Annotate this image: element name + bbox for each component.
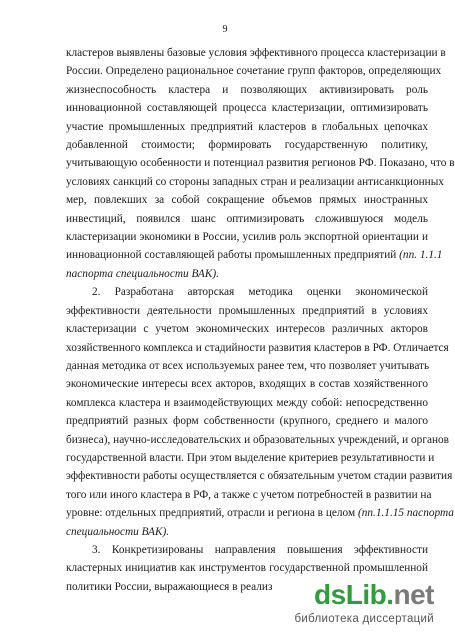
- text-line: политики России, выражающиеся в реализ: [66, 580, 273, 593]
- text-line: жизнеспособность кластера и позволяющих активизировать роль: [66, 83, 428, 96]
- citation: специальности ВАК).: [66, 525, 170, 538]
- text-line: кластерных инициатив как инструментов государственной промышленной: [66, 562, 428, 575]
- text-line: экономические интересы всех акторов, входящих в состав хозяйственного: [66, 378, 428, 391]
- paragraph-2: [66, 283, 454, 541]
- text-line: государственной власти. При этом выделение критериев результативности и: [66, 451, 435, 464]
- citation: (пп.1.1.15 паспорта: [357, 507, 454, 520]
- text-line: [66, 246, 443, 264]
- text-line: эффективности деятельности промышленных предприятий в условиях: [66, 304, 428, 317]
- text-line: эффективности работы осуществляется с обязательным учетом стадии развития: [66, 470, 453, 483]
- text-line: данная методика от всех используемых ранее тем, что позволяет учитывать: [66, 359, 430, 372]
- text-line: 3. Конкретизированы направления повышения эффективности: [92, 543, 428, 556]
- text-line: предприятий разных форм собственности (крупного, среднего и малого: [66, 415, 428, 428]
- text-line: того или иного кластера в РФ, а также с учетом потребностей в развитии на: [66, 488, 432, 501]
- text-line: кластеризации с учетом экономических интересов различных акторов: [66, 323, 428, 336]
- text-line: учитывающую особенности и потенциал развития регионов РФ. Показано, что в: [66, 157, 455, 170]
- text-line: добавленной стоимости; формировать государственную политику,: [66, 139, 428, 152]
- text-line: бизнеса), научно-исследовательских и образовательных учреждений, и органов: [66, 433, 450, 446]
- text-fragment: инновационной составляющей работы промышленных предприятий: [66, 249, 397, 262]
- citation: (пп. 1.1.1: [399, 249, 443, 262]
- text-line: России. Определено рациональное сочетание групп факторов, определяющих: [66, 65, 442, 78]
- paragraph-1: [66, 44, 455, 283]
- text-line: участие промышленных предприятий кластеров в глобальных цепочках: [66, 120, 428, 133]
- citation: паспорта специальности ВАК).: [66, 267, 219, 280]
- text-line: инвестиций, появился шанс оптимизировать сложившуюся модель: [66, 212, 428, 225]
- text-line: инновационной составляющей процесса кластеризации, оптимизировать: [66, 102, 428, 115]
- text-line: [66, 504, 454, 522]
- text-line: кластеров выявлены базовые условия эффективного процесса кластеризации в: [66, 47, 446, 59]
- page-number: 9: [222, 24, 228, 35]
- text-line: кластеризации экономики в России, усилив роль экспортной ориентации и: [66, 231, 428, 244]
- text-line: комплекса кластера и взаимодействующих между собой: непосредственно: [66, 396, 428, 409]
- text-line: условиях санкций со стороны западных стран и реализации антисанкционных: [66, 175, 444, 188]
- watermark: [280, 579, 440, 631]
- watermark-logo: dsLib.net: [314, 579, 434, 610]
- text-fragment: уровне: отдельных предприятий, отрасли и региона в целом: [66, 507, 356, 520]
- watermark-tagline: библиотека диссертаций: [294, 613, 434, 625]
- text-line: мер, повлекших за собой сокращение объемов прямых иностранных: [66, 194, 428, 207]
- document-body: [66, 44, 455, 596]
- text-line: 2. Разработана авторская методика оценки экономической: [92, 286, 428, 299]
- text-line: хозяйственного комплекса и стадийности развития кластеров в РФ. Отличается: [66, 341, 449, 354]
